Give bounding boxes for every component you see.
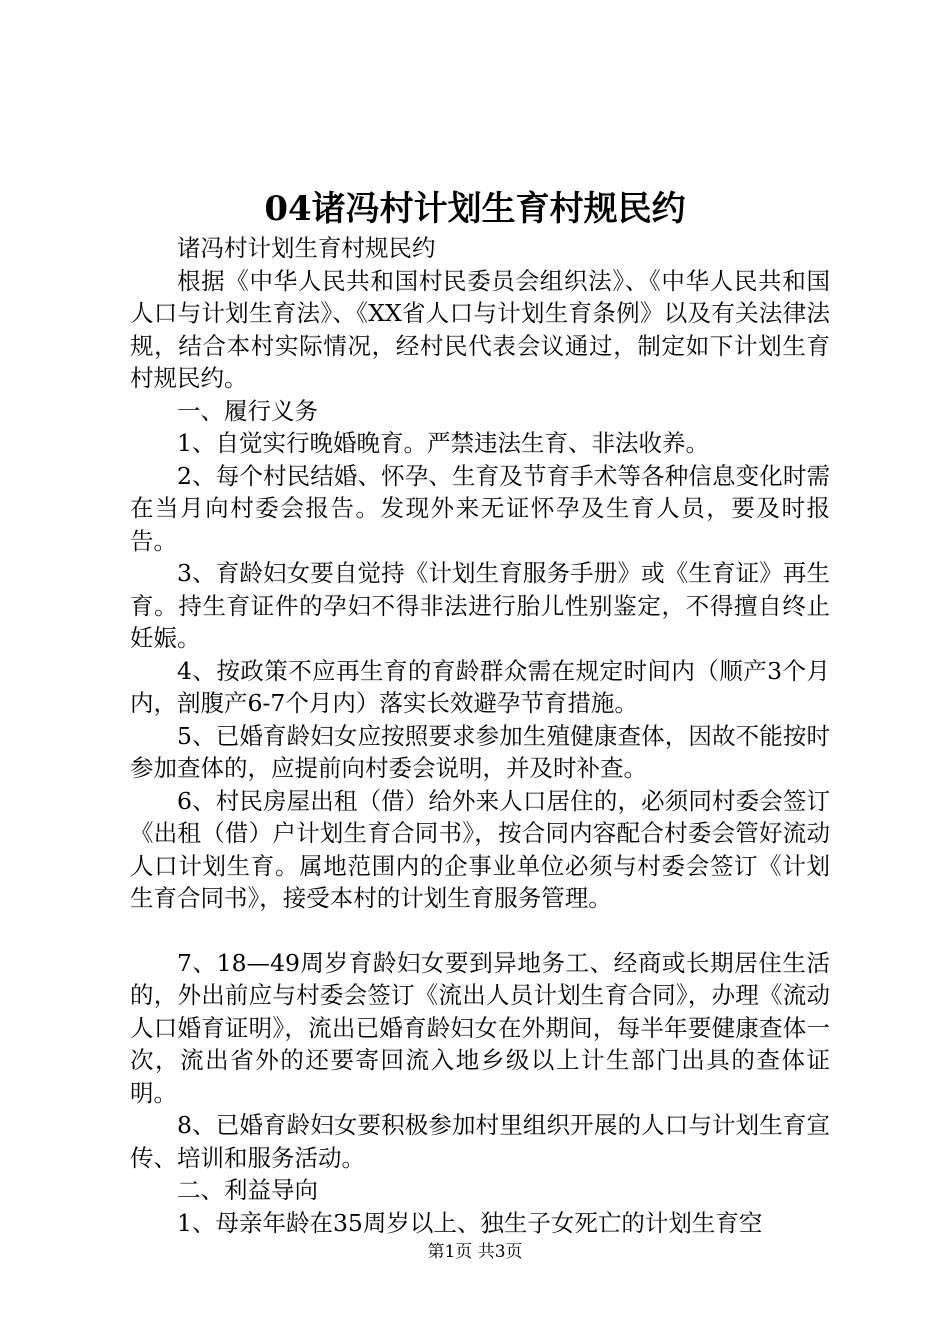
paragraph-item-8: 8、已婚育龄妇女要积极参加村里组织开展的人口与计划生育宣传、培训和服务活动。 bbox=[130, 1111, 830, 1172]
document-body bbox=[130, 232, 830, 1239]
paragraph-item-7: 7、18—49周岁育龄妇女要到异地务工、经商或长期居住生活的，外出前应与村委会签订《流出人员计划生育合同》，办理《流动人口婚育证明》，流出已婚育龄妇女在外期间，每半年要健康查体一次，流出省外的还要寄回流入地乡级以上计生部门出具的查体证明。 bbox=[130, 948, 830, 1107]
page-footer: 第1页 共3页 bbox=[427, 1242, 523, 1262]
paragraph-item-5: 5、已婚育龄妇女应按照要求参加生殖健康查体，因故不能按时参加查体的，应提前向村委会说明，并及时补查。 bbox=[130, 721, 830, 782]
paragraph-subtitle: 诸冯村计划生育村规民约 bbox=[177, 234, 436, 262]
paragraph-preamble: 根据《中华人民共和国村民委员会组织法》、《中华人民共和国人口与计划生育法》、《XX省人口与计划生育条例》以及有关法律法规，结合本村实际情况，经村民代表会议通过，制定如下计划生育村规民约。 bbox=[130, 266, 830, 392]
paragraph-incentive-1: 1、母亲年龄在35周岁以上、独生子女死亡的计划生育空 bbox=[177, 1208, 763, 1237]
paragraph-item-3: 3、育龄妇女要自觉持《计划生育服务手册》或《生育证》再生育。持生育证件的孕妇不得非法进行胎儿性别鉴定，不得擅自终止妊娠。 bbox=[130, 559, 830, 652]
document-title: 04诸冯村计划生育村规民约 bbox=[264, 189, 686, 229]
section-heading-obligations: 一、履行义务 bbox=[177, 396, 318, 425]
paragraph-item-2: 2、每个村民结婚、怀孕、生育及节育手术等各种信息变化时需在当月向村委会报告。发现外来无证怀孕及生育人员，要及时报告。 bbox=[130, 461, 830, 555]
paragraph-item-1: 1、自觉实行晚婚晚育。严禁违法生育、非法收养。 bbox=[177, 429, 709, 457]
paragraph-item-4: 4、按政策不应再生育的育龄群众需在规定时间内（顺产3个月内，剖腹产6-7个月内）落实长效避孕节育措施。 bbox=[130, 656, 830, 717]
paragraph-item-6: 6、村民房屋出租（借）给外来人口居住的，必须同村委会签订《出租（借）户计划生育合同书》，按合同内容配合村委会管好流动人口计划生育。属地范围内的企事业单位必须与村委会签订《计划生育合同书》，接受本村的计划生育服务管理。 bbox=[130, 786, 830, 912]
section-heading-incentives: 二、利益导向 bbox=[177, 1176, 318, 1204]
